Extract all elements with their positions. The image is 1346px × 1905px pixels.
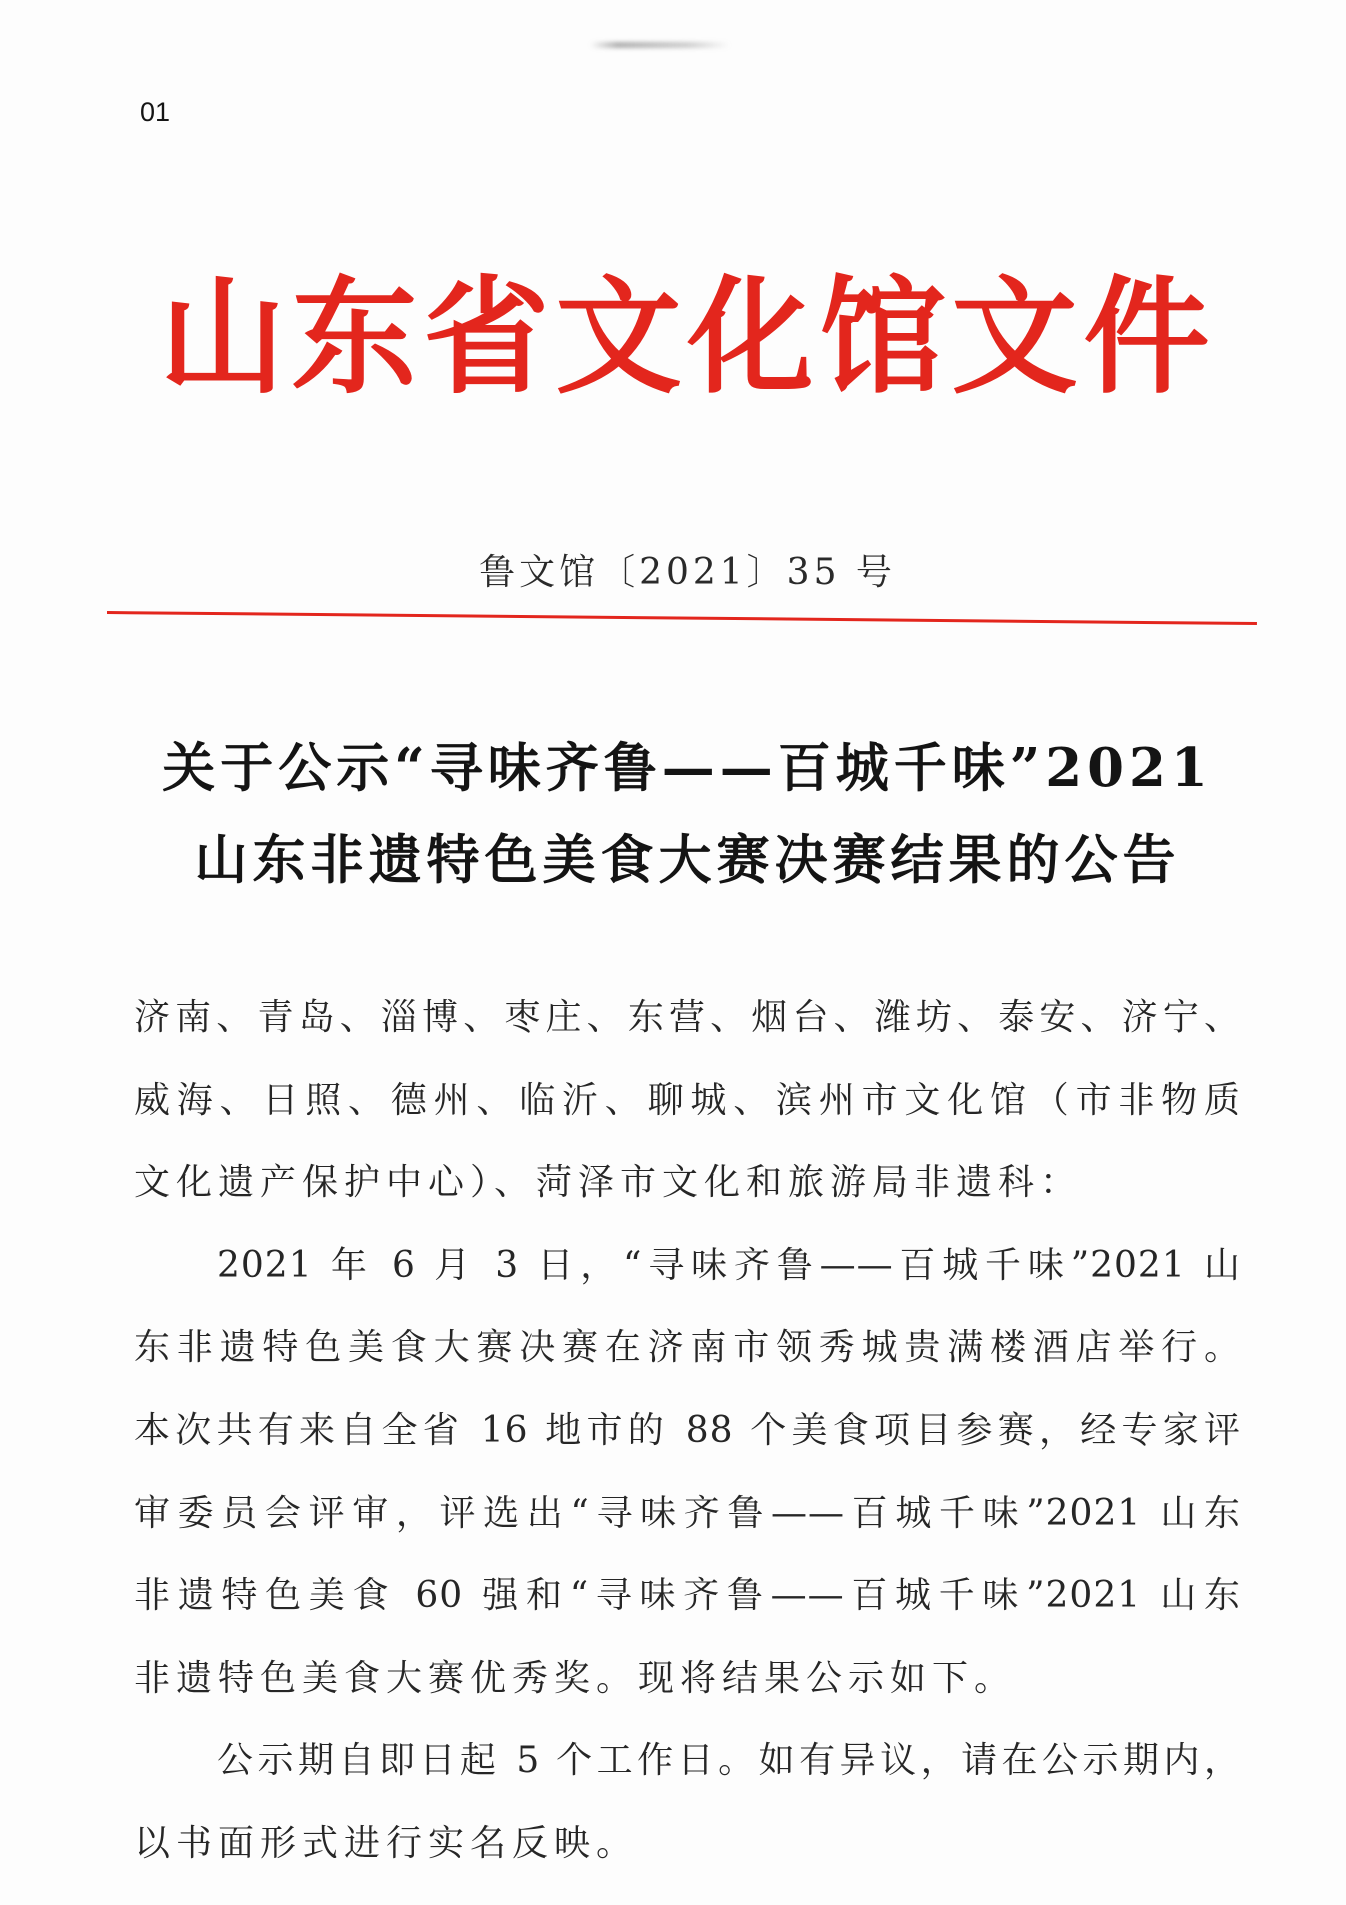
body-line: 公示期自即日起 5 个工作日。如有异议，请在公示期内，: [217, 1740, 1241, 1782]
body-line: 非遗特色美食 60 强和“寻味齐鲁——百城千味”2021 山东: [134, 1575, 1241, 1617]
body-line: 非遗特色美食大赛优秀奖。现将结果公示如下。: [134, 1657, 1017, 1699]
addressee-paragraph: [134, 977, 1241, 1225]
org-title: 山东省文化馆文件: [159, 263, 1216, 411]
announcement-title: [134, 722, 1241, 906]
addressee-line: 威海、日照、德州、临沂、聊城、滨州市文化馆（市非物质: [134, 1079, 1241, 1121]
doc-number: 鲁文馆〔2021〕35 号: [479, 552, 896, 593]
body-line: 2021 年 6 月 3 日，“寻味齐鲁——百城千味”2021 山: [217, 1244, 1241, 1286]
notice-period-paragraph: [134, 1720, 1241, 1885]
body-line: 以书面形式进行实名反映。: [134, 1822, 639, 1864]
scan-smudge: [590, 42, 730, 48]
announcement-title-line: 关于公示“寻味齐鲁——百城千味”2021: [162, 737, 1213, 799]
page-number: 01: [140, 97, 171, 127]
event-paragraph: [134, 1225, 1241, 1721]
addressee-line: 济南、青岛、淄博、枣庄、东营、烟台、潍坊、泰安、济宁、: [134, 997, 1241, 1038]
body-text: [134, 977, 1241, 1886]
body-line: 审委员会评审，评选出“寻味齐鲁——百城千味”2021 山东: [134, 1492, 1241, 1534]
red-divider: [107, 611, 1257, 625]
body-line: 东非遗特色美食大赛决赛在济南市领秀城贵满楼酒店举行。: [134, 1327, 1241, 1369]
addressee-line: 文化遗产保护中心）、菏泽市文化和旅游局非遗科：: [134, 1162, 1083, 1204]
announcement-title-line: 山东非遗特色美食大赛决赛结果的公告: [194, 829, 1181, 891]
body-line: 本次共有来自全省 16 地市的 88 个美食项目参赛，经专家评: [134, 1409, 1241, 1451]
